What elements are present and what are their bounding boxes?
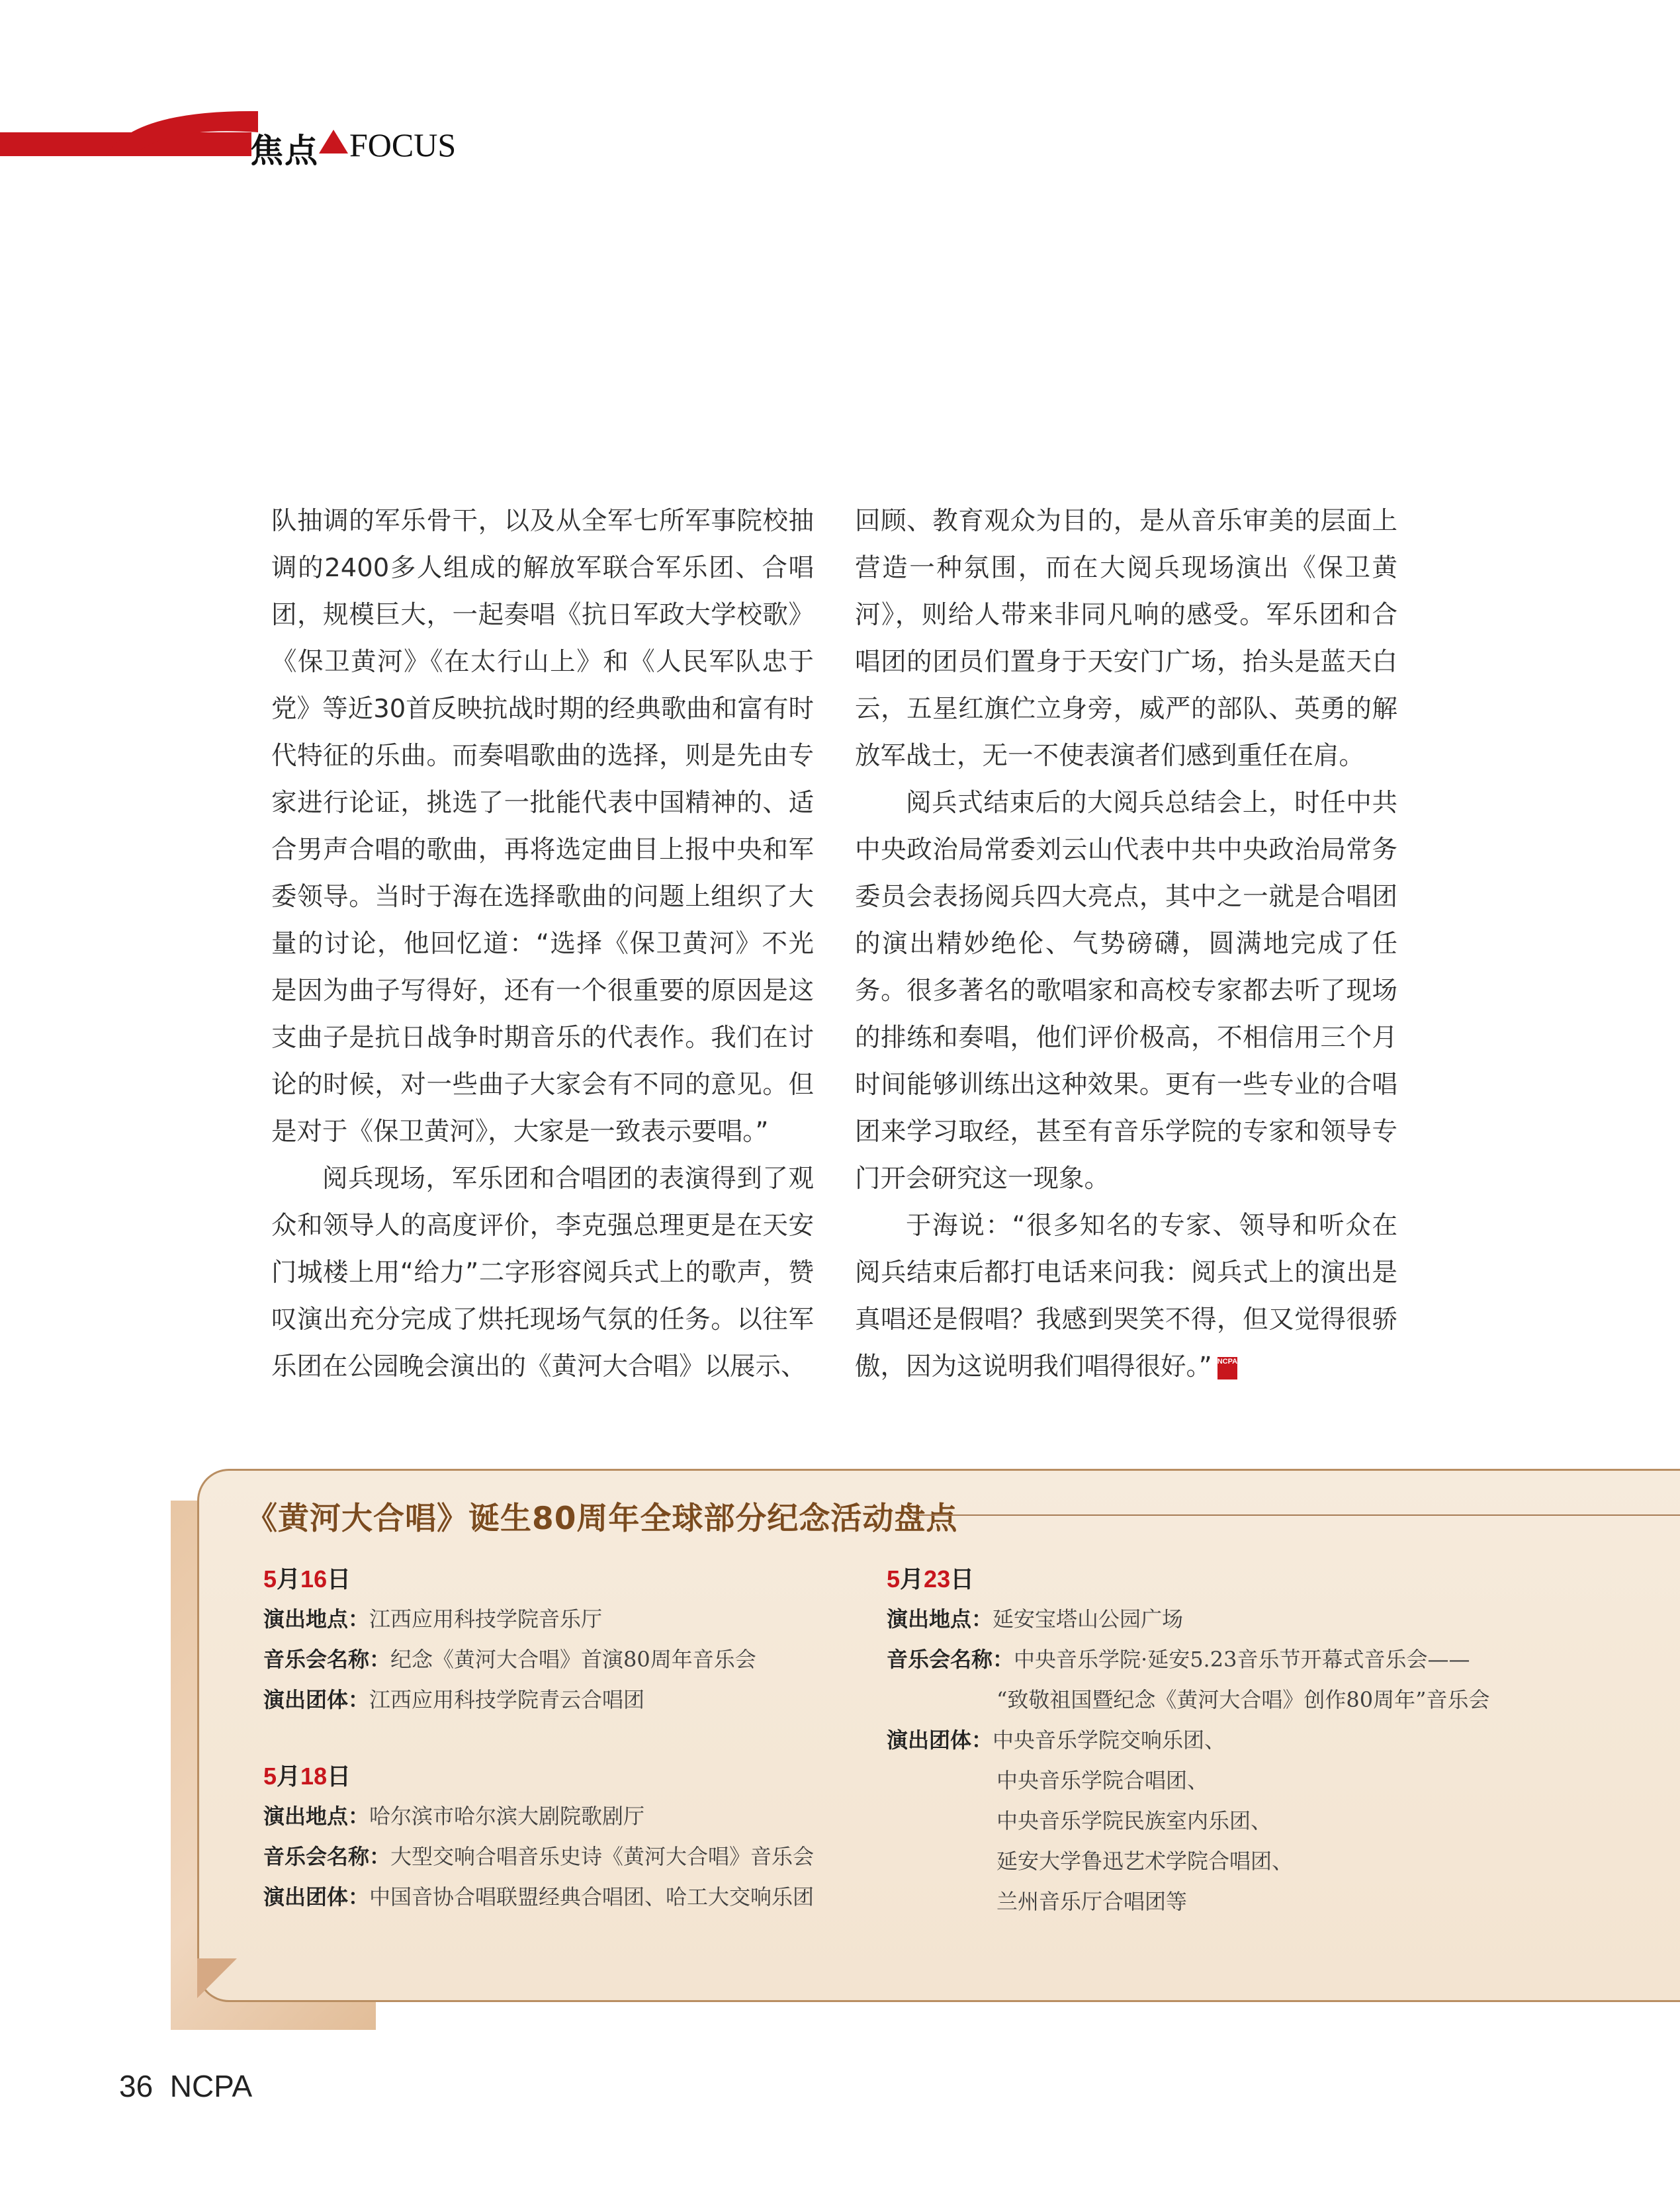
article-paragraph — [855, 1202, 1397, 1390]
event-date: 5月16日 — [263, 1565, 351, 1593]
event-group-item: 兰州音乐厅合唱团等 — [996, 1889, 1188, 1914]
event-may-18 — [263, 1756, 814, 1917]
page-number: 36 — [119, 2069, 154, 2103]
box-title: 《黄河大合唱》诞生80周年全球部分纪念活动盘点 — [246, 1501, 958, 1537]
box-fold-corner — [197, 1958, 237, 1998]
header-triangle-icon — [319, 130, 348, 153]
event-group-item: 中央音乐学院合唱团、 — [996, 1768, 1209, 1793]
event-may-16 — [263, 1559, 756, 1720]
box-title-rule — [913, 1514, 1680, 1516]
event-concert-continued: “致敬祖国暨纪念《黄河大合唱》创作80周年”音乐会 — [996, 1687, 1490, 1712]
article-column-left — [271, 498, 814, 1390]
event-concert: 音乐会名称：纪念《黄河大合唱》首演80周年音乐会 — [263, 1647, 756, 1672]
ncpa-end-mark-icon: NCPA — [1217, 1357, 1237, 1379]
event-group: 演出团体：中国音协合唱联盟经典合唱团、哈工大交响乐团 — [263, 1884, 815, 1909]
article-paragraph: 阅兵现场，军乐团和合唱团的表演得到了观众和领导人的高度评价，李克强总理更是在天安门城楼上用“给力”二字形容阅兵式上的歌声，赞叹演出充分完成了烘托现场气氛的任务。以往军乐团在公园晚会演出的《黄河大合唱》以展示、 — [271, 1164, 814, 1381]
event-concert: 音乐会名称：大型交响合唱音乐史诗《黄河大合唱》音乐会 — [263, 1844, 815, 1869]
article-paragraph: 队抽调的军乐骨干，以及从全军七所军事院校抽调的2400多人组成的解放军联合军乐团、合唱团，规模巨大，一起奏唱《抗日军政大学校歌》《保卫黄河》《在太行山上》和《人民军队忠于党》等近30首反映抗战时期的经典歌曲和富有时代特征的乐曲。而奏唱歌曲的选择，则是先由专家进行论证，挑选了一批能代表中国精神的、适合男声合唱的歌曲，再将选定曲目上报中央和军委领导。当时于海在选择歌曲的问题上组织了大量的讨论，他回忆道：“选择《保卫黄河》不光是因为曲子写得好，还有一个很重要的原因是这支曲子是抗日战争时期音乐的代表作。我们在讨论的时候，对一些曲子大家会有不同的意见。但是对于《保卫黄河》，大家是一致表示要唱。” — [271, 506, 814, 1147]
event-concert: 音乐会名称：中央音乐学院·延安5.23音乐节开幕式音乐会—— — [887, 1647, 1470, 1672]
event-venue: 演出地点：延安宝塔山公园广场 — [887, 1606, 1184, 1632]
event-group-item: 延安大学鲁迅艺术学院合唱团、 — [996, 1849, 1294, 1874]
article-paragraph: 回顾、教育观众为目的，是从音乐审美的层面上营造一种氛围，而在大阅兵现场演出《保卫黄河》，则给人带来非同凡响的感受。军乐团和合唱团的团员们置身于天安门广场，抬头是蓝天白云，五星红旗伫立身旁，威严的部队、英勇的解放军战士，无一不使表演者们感到重任在肩。 — [855, 506, 1397, 771]
magazine-name: NCPA — [169, 2069, 253, 2103]
page-footer — [119, 2068, 252, 2104]
event-venue: 演出地点：哈尔滨市哈尔滨大剧院歌剧厅 — [263, 1804, 645, 1829]
section-title-cn: 焦点 — [250, 132, 319, 170]
event-date: 5月18日 — [263, 1763, 351, 1790]
event-date: 5月23日 — [887, 1565, 975, 1593]
event-group: 演出团体：中央音乐学院交响乐团、 — [887, 1728, 1226, 1753]
event-group-item: 中央音乐学院民族室内乐团、 — [996, 1808, 1272, 1833]
article-column-right — [855, 498, 1397, 1390]
article-paragraph: 阅兵式结束后的大阅兵总结会上，时任中共中央政治局常委刘云山代表中共中央政治局常务委员会表扬阅兵四大亮点，其中之一就是合唱团的演出精妙绝伦、气势磅礴，圆满地完成了任务。很多著名的歌唱家和高校专家都去听了现场的排练和奏唱，他们评价极高，不相信用三个月时间能够训练出这种效果。更有一些专业的合唱团来学习取经，甚至有音乐学院的专家和领导专门开会研究这一现象。 — [855, 788, 1397, 1194]
article-paragraph-text: 于海说：“很多知名的专家、领导和听众在阅兵结束后都打电话来问我：阅兵式上的演出是真唱还是假唱？我感到哭笑不得，但又觉得很骄傲，因为这说明我们唱得很好。” — [855, 1211, 1397, 1381]
section-title-en: FOCUS — [349, 126, 457, 163]
header-swoosh-icon — [106, 106, 265, 159]
event-group: 演出团体：江西应用科技学院青云合唱团 — [263, 1687, 645, 1712]
event-may-23 — [887, 1559, 1489, 1922]
event-venue: 演出地点：江西应用科技学院音乐厅 — [263, 1606, 603, 1632]
